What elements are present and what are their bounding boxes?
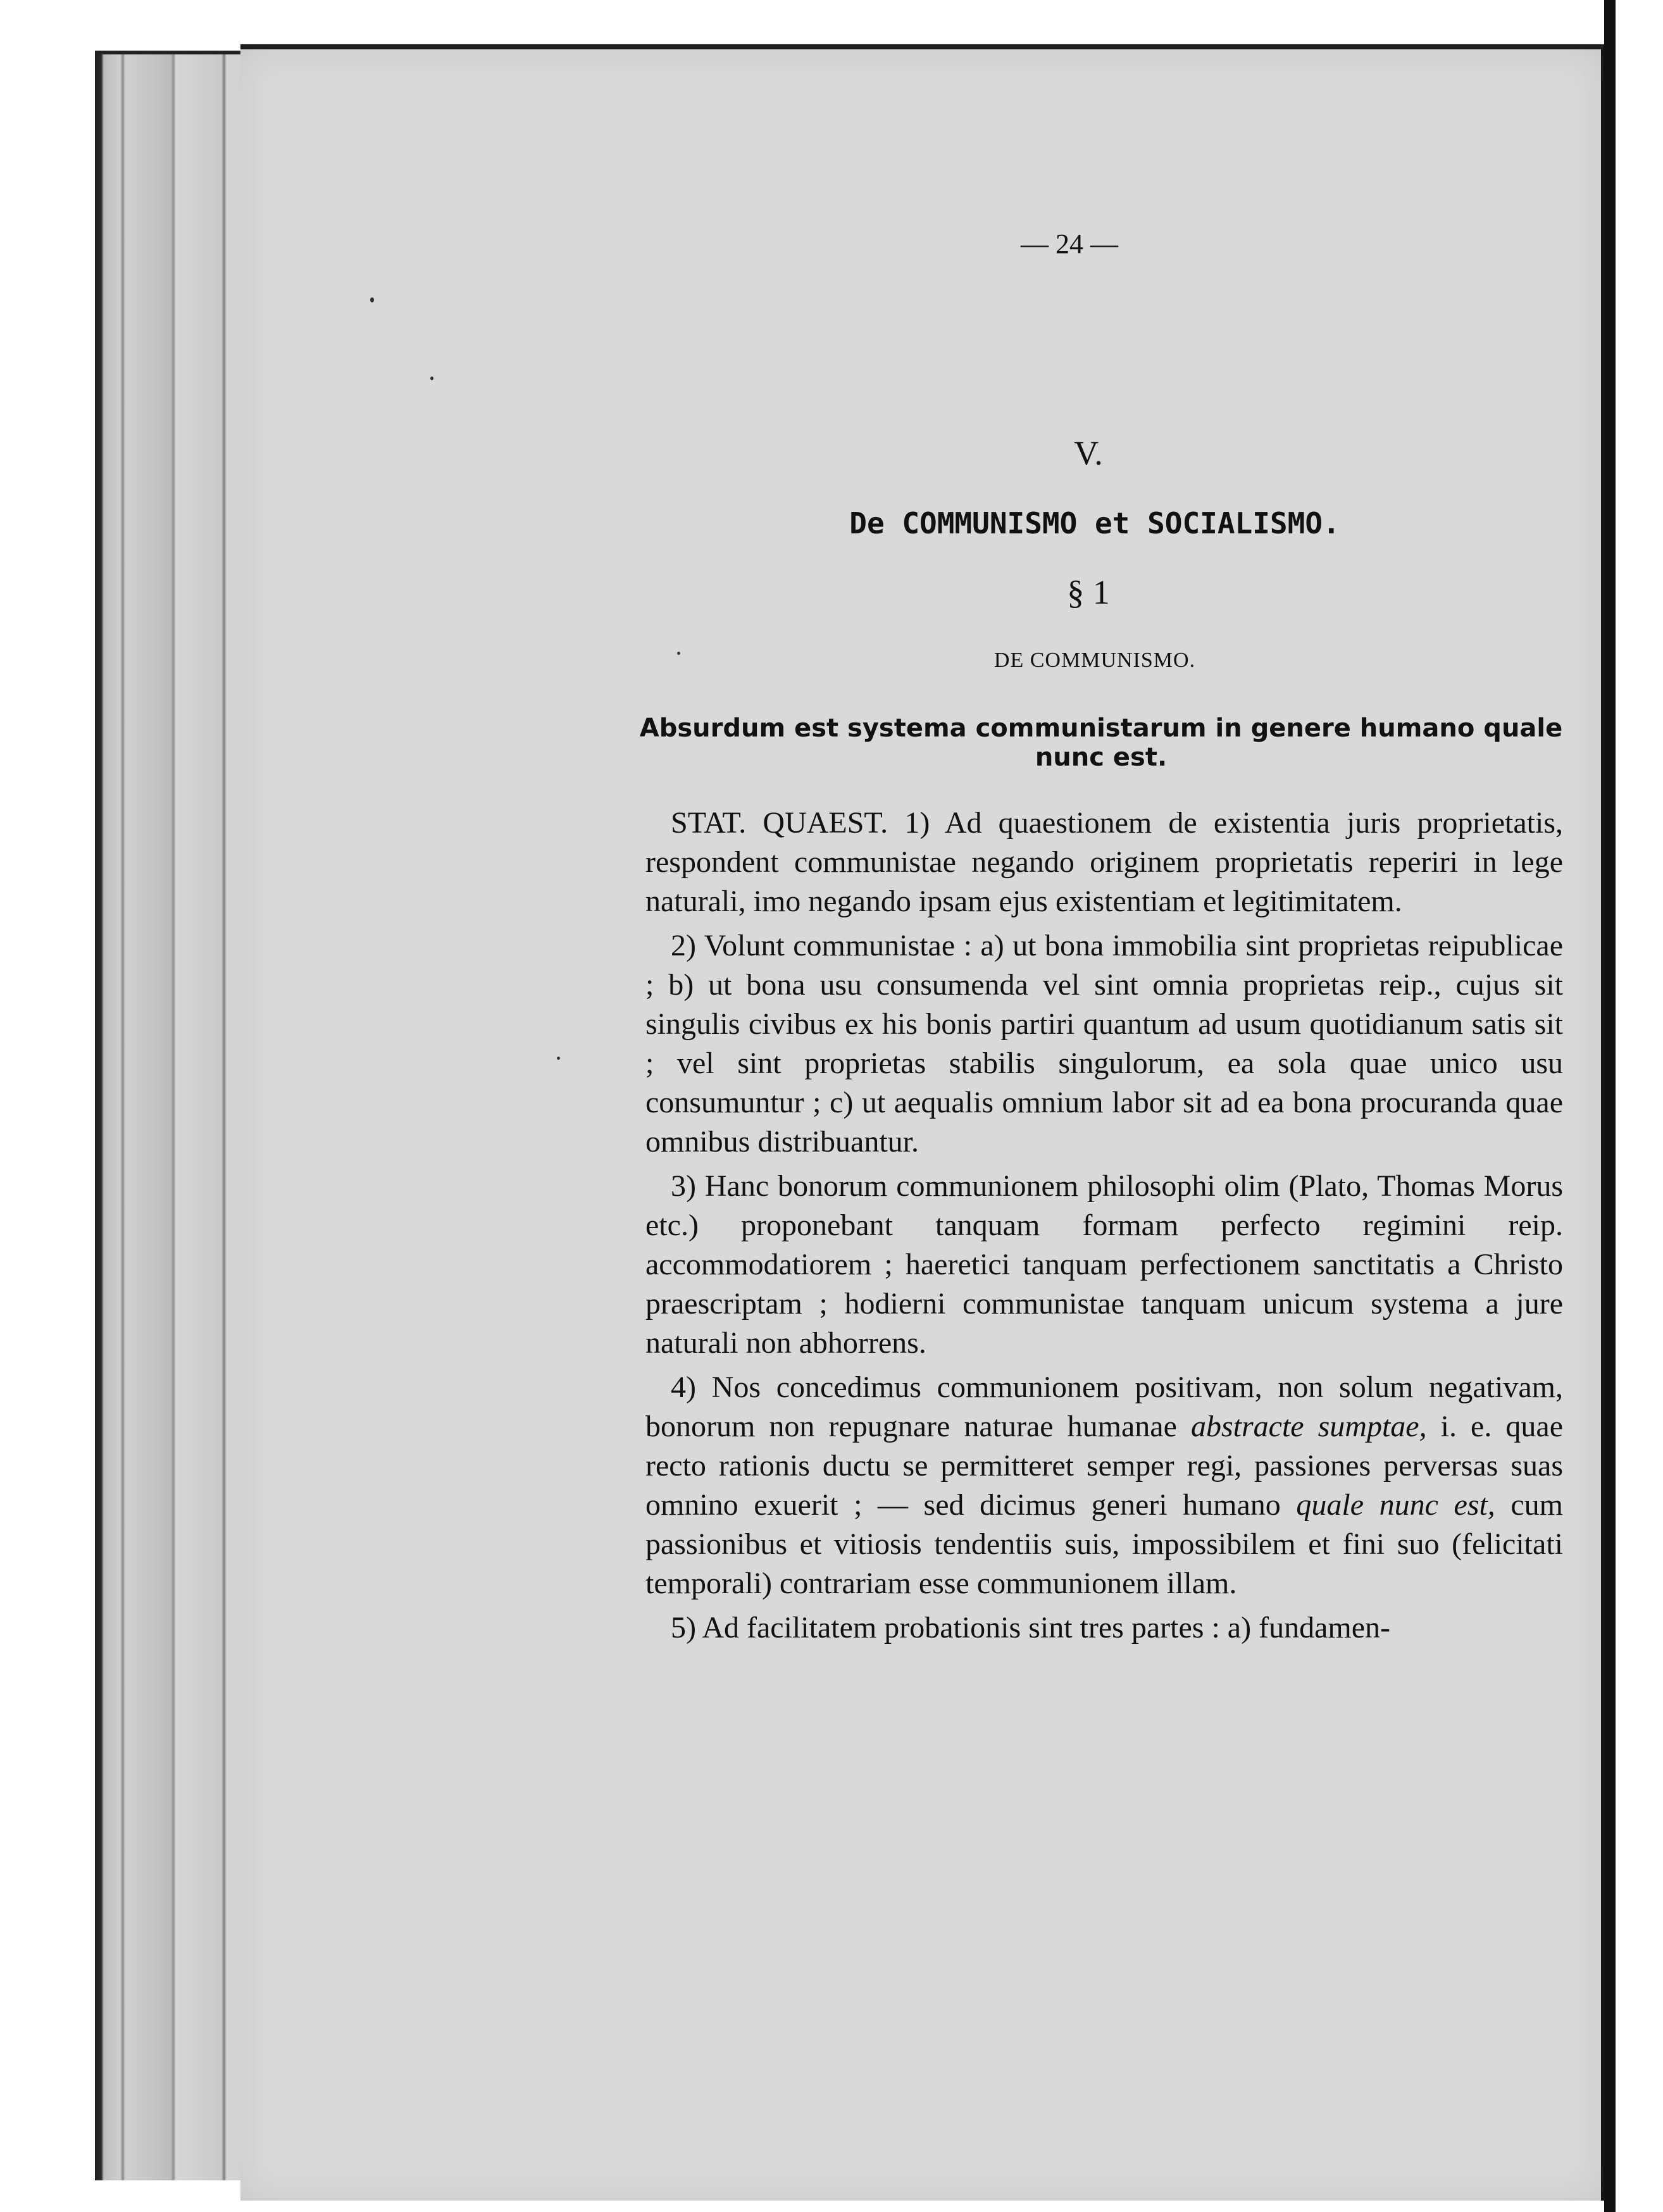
paragraph (645, 1368, 1563, 1603)
page-number: — 24 — (1021, 228, 1118, 259)
section-title: DE COMMUNISMO. (993, 649, 1196, 672)
ink-speck (677, 652, 680, 655)
paragraph-text: 5) Ad facilitatem probationis sint tres partes : a) fundamen- (671, 1611, 1390, 1644)
ink-speck (370, 297, 374, 302)
paragraph-text: 4) Nos concedimus communionem positivam, non solum negativam, bonorum non repugnare naturae humanae (645, 1370, 1563, 1443)
chapter-numeral: V. (1074, 434, 1103, 472)
scan-border (1604, 0, 1663, 2212)
ink-speck (557, 1057, 560, 1060)
paragraph (645, 926, 1563, 1162)
body-text (645, 804, 1563, 1653)
paragraph-text: 2) Volunt communistae : a) ut bona immobilia sint proprietas reipublicae ; b) ut bona usu consumenda vel sint omnia proprietas reip., cujus sit singulis civibus ex his bonis partiri quantum ad usum quotidianum satis sit ; vel sint proprietas stabilis singulorum, ea sola quae unico usu consumuntur ; c) ut aequalis omnium labor sit ad ea bona procuranda quae omnibus distribuantur. (645, 929, 1563, 1159)
italic-text: abstracte sumptae, (1190, 1410, 1427, 1443)
paragraph (645, 804, 1563, 921)
italic-text: quale nunc est, (1296, 1488, 1495, 1522)
chapter-title: De COMMUNISMO et SOCIALISMO. (849, 506, 1340, 540)
paragraph-text: cum passionibus et vitiosis tendentiis suis, impossibilem et fini suo (felicitati temporali) contrariam esse communionem illam. (645, 1488, 1564, 1600)
ink-speck (430, 376, 433, 380)
paragraph (645, 1608, 1563, 1648)
paragraph-text: i. e. quae recto rationis ductu se permitteret semper regi, passiones perversas suas omnino exuerit ; — sed dicimus generi humano (645, 1410, 1564, 1522)
thesis-statement: Absurdum est systema communistarum in genere humano quale nunc est. (639, 714, 1563, 772)
paragraph-text: 3) Hanc bonorum communionem philosophi olim (Plato, Thomas Morus etc.) proponebant tanquam formam perfecto regimini reip. accommodatiorem ; haeretici tanquam perfectionem sanctitatis a Christo praescriptam ; hodierni communistae tanquam unicum systema a jure naturali non abhorrens. (645, 1169, 1563, 1360)
section-mark: § 1 (1067, 573, 1110, 611)
paragraph (645, 1167, 1563, 1363)
paragraph-text: STAT. QUAEST. 1) Ad quaestionem de existentia juris proprietatis, respondent communistae negando originem proprietatis reperiri in lege naturali, imo negando ipsam ejus existentiam et legitimitatem. (645, 806, 1563, 918)
